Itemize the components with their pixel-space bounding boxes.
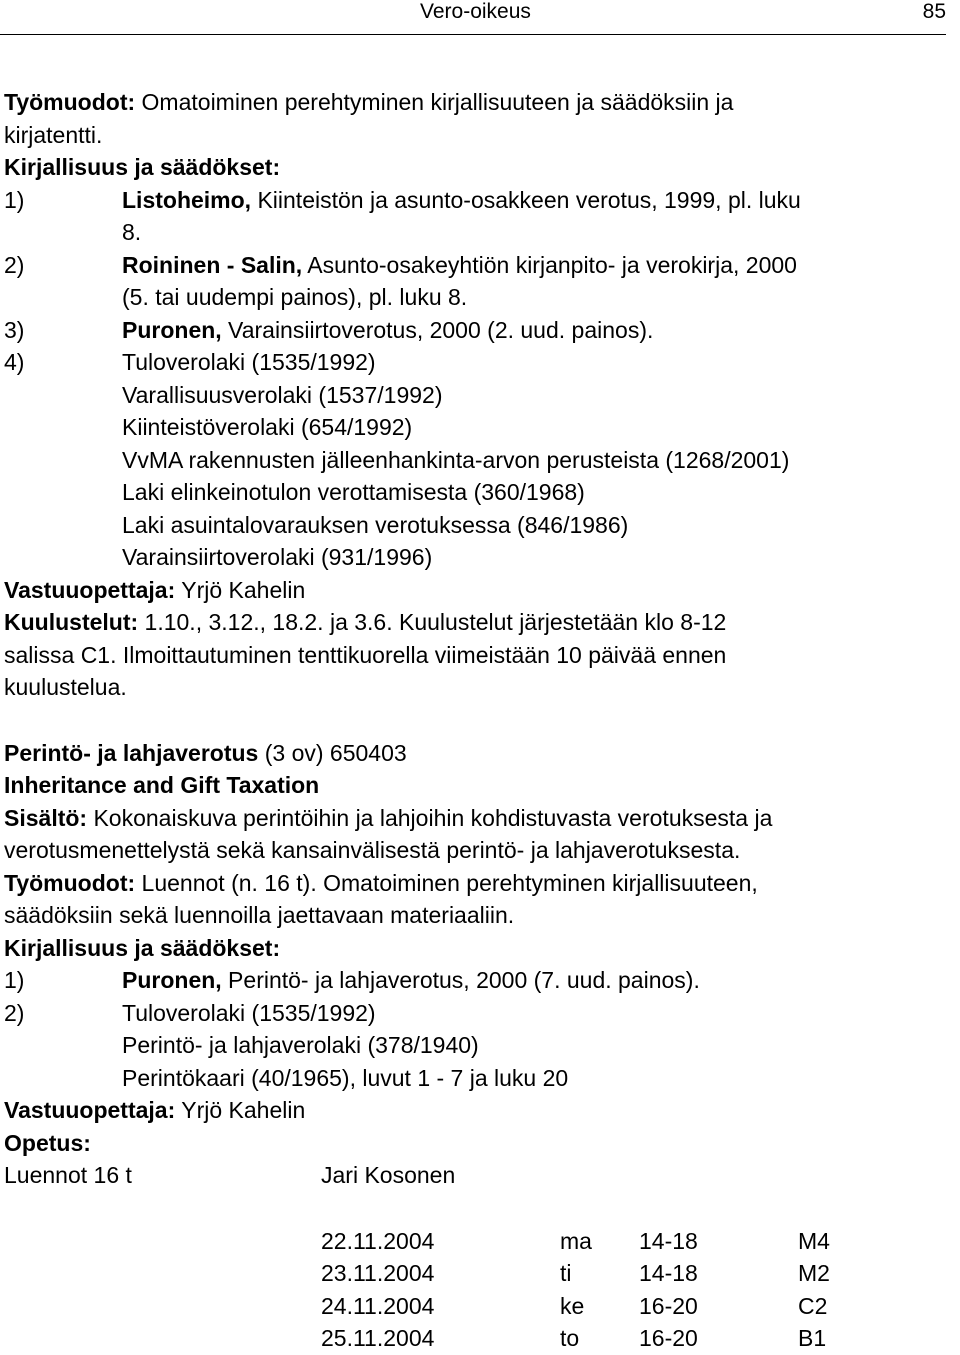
vastuuopettaja-label: Vastuuopettaja: — [4, 1097, 176, 1123]
list-item — [4, 314, 958, 347]
schedule-day: to — [560, 1325, 580, 1351]
teacher-name: Jari Kosonen — [321, 1162, 456, 1188]
tyomuodot-text: Omatoiminen perehtyminen kirjallisuuteen ja säädöksiin ja — [141, 89, 734, 115]
header-rule — [0, 34, 946, 35]
schedule-row — [4, 1225, 958, 1258]
law-item: Perintö- ja lahjaverolaki (378/1940) — [122, 1032, 479, 1058]
law-item — [4, 346, 958, 379]
tyomuodot-text: Luennot (n. 16 t). Omatoiminen perehtyminen kirjallisuuteen, — [141, 869, 758, 896]
kirjallisuus-label — [4, 932, 958, 965]
schedule-date: 23.11.2004 — [321, 1260, 435, 1286]
item-number: 3) — [4, 316, 25, 343]
luennot-line — [4, 1159, 958, 1192]
law-item: Laki elinkeinotulon verottamisesta (360/1968) — [122, 479, 585, 505]
page-header — [0, 0, 946, 25]
tyomuodot-line — [4, 867, 958, 900]
sisalto-line-2: verotusmenettelystä sekä kansainvälisestä perintö- ja lahjaverotuksesta. — [4, 837, 741, 863]
schedule-day: ma — [560, 1227, 592, 1254]
vastuuopettaja-label: Vastuuopettaja: — [4, 576, 176, 603]
list-item-cont: (5. tai uudempi painos), pl. luku 8. — [122, 284, 468, 310]
vastuuopettaja-name: Yrjö Kahelin — [181, 576, 306, 603]
schedule-time: 14-18 — [639, 1260, 698, 1286]
kuulustelut-line-2: salissa C1. Ilmoittautuminen tenttikuorella viimeistään 10 päivää ennen — [4, 641, 727, 668]
list-item-cont: 8. — [122, 219, 142, 245]
tyomuodot-label: Työmuodot: — [4, 89, 136, 115]
item-text: Perintö- ja lahjaverotus, 2000 (7. uud. painos). — [221, 967, 700, 993]
list-item — [4, 184, 958, 217]
document-body — [4, 86, 958, 1355]
schedule-row — [4, 1290, 958, 1323]
sisalto-line — [4, 802, 958, 835]
item-author: Listoheimo, — [122, 186, 252, 213]
law-text: Tuloverolaki (1535/1992) — [122, 349, 376, 375]
kuulustelut-label: Kuulustelut: — [4, 609, 139, 635]
schedule-room: M2 — [798, 1260, 830, 1286]
item-author: Puronen, — [122, 316, 222, 343]
vastuuopettaja-line — [4, 574, 958, 607]
law-item: Laki asuintalovarauksen verotuksessa (846/1986) — [122, 511, 629, 538]
course-title-en-text: Inheritance and Gift Taxation — [4, 772, 320, 798]
course-title-code: (3 ov) 650403 — [258, 739, 407, 766]
list-item — [4, 249, 958, 282]
list-item — [4, 964, 958, 997]
item-text: Kiinteistön ja asunto-osakkeen verotus, 1999, pl. luku — [251, 186, 801, 213]
opetus-label-text: Opetus: — [4, 1129, 91, 1156]
schedule-room: B1 — [798, 1325, 827, 1351]
schedule-day: ti — [560, 1260, 572, 1286]
course-title-name: Perintö- ja lahjaverotus — [4, 739, 259, 766]
item-text: Asunto-osakeyhtiön kirjanpito- ja verokirja, 2000 — [302, 251, 797, 278]
law-item: Varallisuusverolaki (1537/1992) — [122, 381, 443, 408]
sisalto-label: Sisältö: — [4, 804, 88, 831]
tyomuodot-line — [4, 86, 958, 119]
schedule-room: C2 — [798, 1292, 828, 1319]
sisalto-text: Kokonaiskuva perintöihin ja lahjoihin kohdistuvasta verotuksesta ja — [93, 804, 773, 831]
kirjallisuus-label — [4, 151, 958, 184]
kirjallisuus-label-text: Kirjallisuus ja säädökset: — [4, 154, 281, 180]
item-number: 2) — [4, 251, 25, 278]
schedule-time: 16-20 — [639, 1292, 698, 1319]
tyomuodot-label: Työmuodot: — [4, 869, 136, 896]
schedule-date: 24.11.2004 — [321, 1292, 435, 1319]
kuulustelut-line-3: kuulustelua. — [4, 674, 127, 700]
schedule-date: 22.11.2004 — [321, 1227, 435, 1254]
schedule-gap — [4, 1192, 958, 1225]
section-gap — [4, 704, 958, 737]
schedule-room: M4 — [798, 1227, 830, 1254]
kuulustelut-line — [4, 606, 958, 639]
item-number: 4) — [4, 349, 25, 375]
item-author: Roininen - Salin, — [122, 251, 303, 278]
law-item: Kiinteistöverolaki (654/1992) — [122, 414, 413, 440]
kirjallisuus-label-text: Kirjallisuus ja säädökset: — [4, 934, 281, 961]
vastuuopettaja-line — [4, 1094, 958, 1127]
schedule-time: 14-18 — [639, 1227, 698, 1254]
luennot-text: Luennot 16 t — [4, 1162, 132, 1188]
item-number: 2) — [4, 999, 25, 1026]
law-item: Varainsiirtoverolaki (931/1996) — [122, 544, 433, 570]
schedule-row — [4, 1322, 958, 1355]
item-text: Varainsiirtoverotus, 2000 (2. uud. painos). — [221, 316, 654, 343]
opetus-label — [4, 1127, 958, 1160]
header-title: Vero-oikeus — [420, 0, 531, 23]
schedule-date: 25.11.2004 — [321, 1325, 435, 1351]
tyomuodot-line-2: säädöksiin sekä luennoilla jaettavaan materiaaliin. — [4, 902, 515, 928]
course-title — [4, 737, 958, 770]
schedule-row — [4, 1257, 958, 1290]
page-number: 85 — [922, 0, 946, 23]
law-item — [4, 997, 958, 1030]
vastuuopettaja-name: Yrjö Kahelin — [181, 1097, 306, 1123]
law-text: Tuloverolaki (1535/1992) — [122, 999, 376, 1026]
schedule-time: 16-20 — [639, 1325, 698, 1351]
tyomuodot-line-2: kirjatentti. — [4, 121, 103, 148]
schedule-day: ke — [560, 1292, 585, 1319]
item-author: Puronen, — [122, 967, 222, 993]
law-item: Perintökaari (40/1965), luvut 1 - 7 ja luku 20 — [122, 1064, 569, 1091]
course-title-en — [4, 769, 958, 802]
law-item: VvMA rakennusten jälleenhankinta-arvon perusteista (1268/2001) — [122, 446, 790, 473]
item-number: 1) — [4, 186, 25, 213]
kuulustelut-text: 1.10., 3.12., 18.2. ja 3.6. Kuulustelut järjestetään klo 8-12 — [144, 609, 727, 635]
item-number: 1) — [4, 967, 25, 993]
